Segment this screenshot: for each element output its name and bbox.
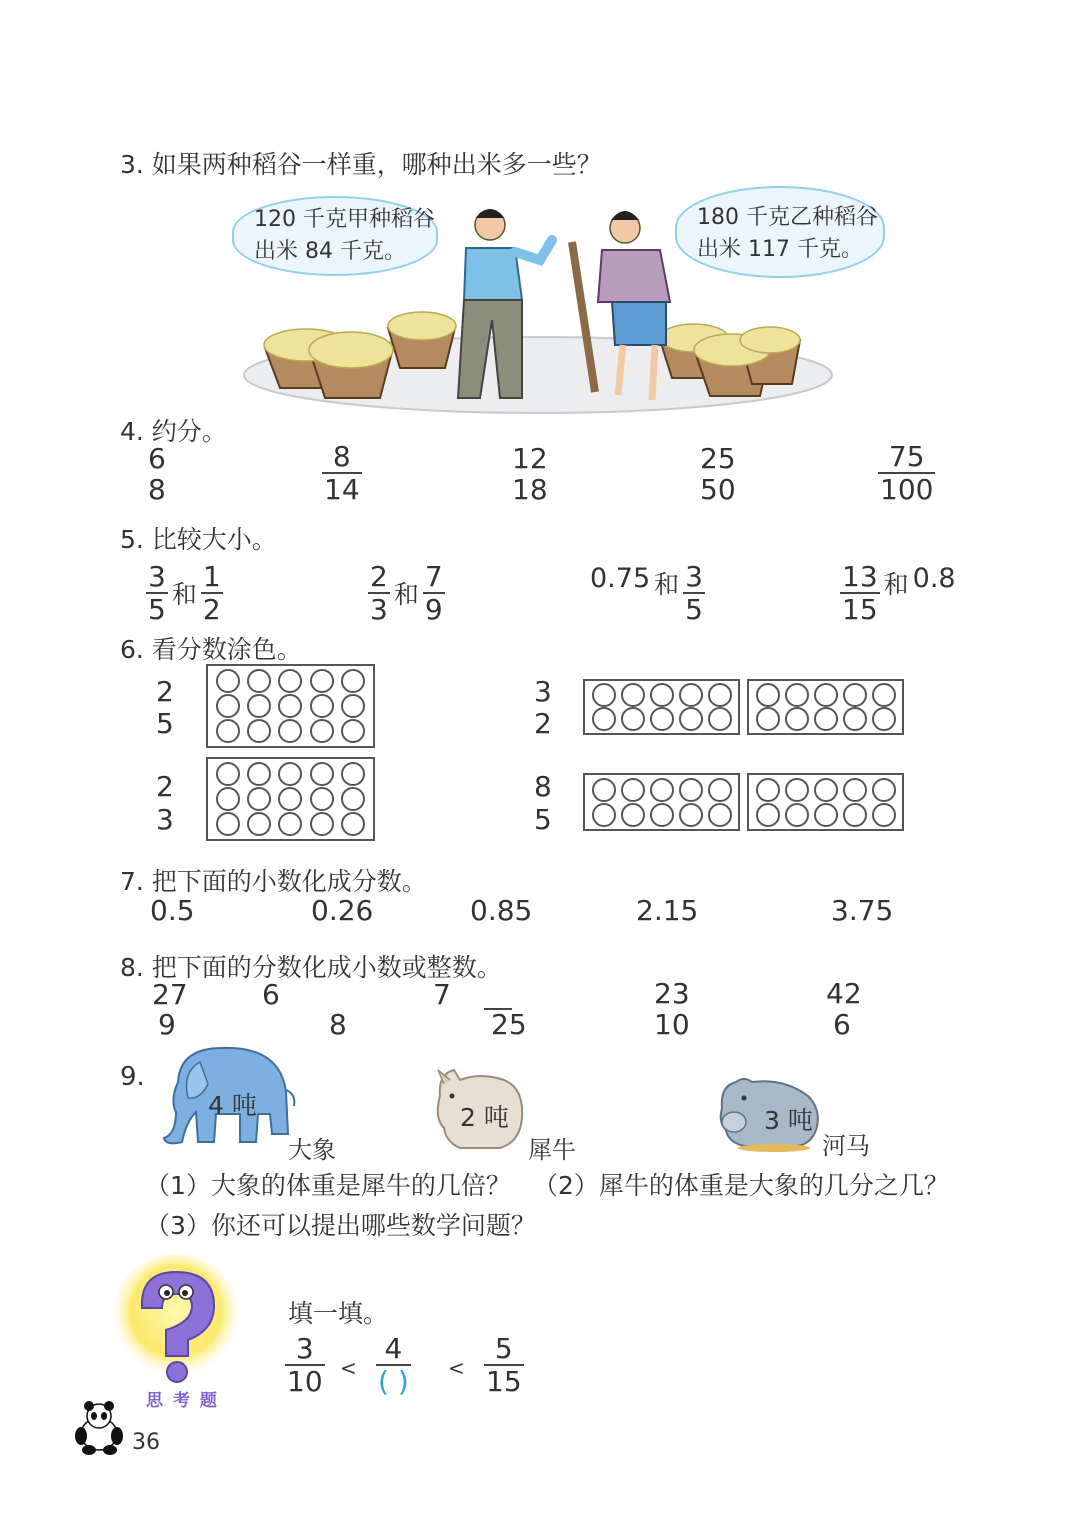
circle-cell[interactable] [341,694,365,718]
circle-cell[interactable] [592,803,616,827]
circle-cell[interactable] [310,669,334,693]
circle-cell[interactable] [247,812,271,836]
q5-title: 5. 比较大小。 [120,525,277,554]
bubble-right-line1: 180 千克乙种稻谷 [697,205,878,230]
circle-cell[interactable] [843,683,867,707]
circle-cell[interactable] [814,707,838,731]
q4-fraction-1 [146,443,168,505]
circle-cell[interactable] [278,762,302,786]
think-fraction-2: 4 ( ) [378,1332,409,1398]
circle-cell[interactable] [310,787,334,811]
hippo-weight: 3 吨 [764,1106,813,1135]
denominator: 14 [324,473,360,506]
think-badge: 思 考 题 [146,1391,219,1411]
elephant-label: 大象 [288,1136,336,1164]
circle-grid-2a[interactable] [583,679,740,735]
and-word: 和 [393,580,419,609]
circle-cell[interactable] [247,694,271,718]
circle-cell[interactable] [650,778,674,802]
q9-number: 9. [120,1062,145,1092]
circle-cell[interactable] [247,669,271,693]
circle-cell[interactable] [814,683,838,707]
circle-cell[interactable] [872,707,896,731]
circle-cell[interactable] [592,778,616,802]
circle-cell[interactable] [341,787,365,811]
think-title: 填一填。 [288,1299,389,1328]
bubble-left-line2: 出米 84 千克。 [254,239,406,264]
circle-grid-4a[interactable] [583,773,740,831]
q6-fraction-4: 8 5 [534,770,552,836]
circle-cell[interactable] [708,803,732,827]
circle-cell[interactable] [247,787,271,811]
circle-cell[interactable] [872,683,896,707]
think-fraction-3: 5 15 [486,1332,522,1398]
circle-cell[interactable] [216,812,240,836]
denominator: 8 [148,473,166,506]
numerator: 8 [332,440,351,473]
circle-cell[interactable] [650,707,674,731]
circle-cell[interactable] [785,683,809,707]
q8-fraction-5-denominator: 6 [833,1008,851,1041]
q6-fraction-3: 2 3 [156,770,174,836]
q9-sub2: （2）犀牛的体重是大象的几分之几？ [533,1171,949,1200]
less-than-sign-2: < [448,1356,465,1380]
numerator: 25 [700,442,736,475]
and-word: 和 [654,570,680,599]
q5-pair-1 [146,561,223,625]
circle-cell[interactable] [247,719,271,743]
circle-cell[interactable] [621,707,645,731]
think-fraction-1: 3 10 [287,1332,323,1398]
denominator: 100 [880,473,934,506]
q4-fraction-2 [322,441,362,505]
circle-cell[interactable] [216,787,240,811]
circle-cell[interactable] [216,762,240,786]
q8-fraction-2-numerator: 6 [262,978,280,1011]
q6-fraction-1: 2 5 [156,675,174,740]
rhino-label: 犀牛 [528,1136,576,1164]
circle-cell[interactable] [216,669,240,693]
numerator: 75 [888,440,925,473]
q4-fraction-3 [510,443,550,505]
circle-cell[interactable] [278,669,302,693]
circle-cell[interactable] [278,719,302,743]
circle-cell[interactable] [872,803,896,827]
circle-cell[interactable] [872,778,896,802]
circle-cell[interactable] [708,707,732,731]
hippo-label: 河马 [822,1132,870,1160]
decimal-b: 0.8 [912,563,956,594]
circle-cell[interactable] [621,803,645,827]
circle-cell[interactable] [341,669,365,693]
circle-cell[interactable] [785,707,809,731]
circle-cell[interactable] [341,762,365,786]
circle-grid-3[interactable] [206,757,375,841]
q5-pair-2 [368,561,445,625]
circle-cell[interactable] [708,778,732,802]
q8-fraction-5-numerator: 42 [826,977,862,1010]
circle-cell[interactable] [814,803,838,827]
q8-fraction-4-numerator: 23 [654,977,690,1010]
q7-title: 7. 把下面的小数化成分数。 [120,867,427,896]
q8-fraction-1-numerator: 27 [152,978,188,1011]
circle-grid-2b[interactable] [747,679,904,735]
circle-cell[interactable] [756,803,780,827]
numerator: 12 [512,442,548,475]
q7-decimal-1: 0.5 [150,894,195,927]
less-than-sign-1: < [340,1356,357,1380]
circle-cell[interactable] [756,683,780,707]
denominator: 18 [512,473,548,506]
circle-cell[interactable] [310,694,334,718]
q4-fraction-5 [878,441,935,505]
circle-cell[interactable] [592,707,616,731]
q4-title: 4. 约分。 [120,417,227,446]
fraction-b: $\frac{7}{9}$ [424,560,443,626]
circle-cell[interactable] [310,762,334,786]
circle-cell[interactable] [785,803,809,827]
fraction-a: $\frac{3}{5}$ [148,560,166,626]
circle-cell[interactable] [708,683,732,707]
q7-decimal-5: 3.75 [831,894,894,927]
elephant-weight: 4 吨 [208,1091,257,1120]
circle-grid-1[interactable] [206,664,375,748]
q5-pair-4 [840,561,956,625]
q8-fraction-3-denominator: 25 [491,1008,527,1041]
circle-cell[interactable] [278,694,302,718]
circle-cell[interactable] [592,683,616,707]
circle-cell[interactable] [650,803,674,827]
circle-cell[interactable] [679,683,703,707]
q8-fraction-4-denominator: 10 [654,1008,690,1041]
q8-fraction-1-denominator: 9 [158,1008,176,1041]
circle-cell[interactable] [814,778,838,802]
circle-cell[interactable] [621,683,645,707]
circle-cell[interactable] [310,719,334,743]
circle-cell[interactable] [650,683,674,707]
and-word: 和 [883,570,909,599]
circle-cell[interactable] [679,803,703,827]
q9-sub1: （1）大象的体重是犀牛的几倍？ [145,1171,511,1200]
circle-cell[interactable] [679,778,703,802]
circle-cell[interactable] [247,762,271,786]
bubble-right-line2: 出米 117 千克。 [697,237,863,262]
numerator: 6 [148,442,166,475]
denominator: 50 [700,473,736,506]
rhino-weight: 2 吨 [460,1103,509,1132]
q8-title: 8. 把下面的分数化成小数或整数。 [120,953,502,982]
q5-pair-3 [590,561,705,625]
fraction-b: $\frac{1}{2}$ [202,560,221,626]
panda-icon [72,1400,127,1456]
circle-cell[interactable] [278,812,302,836]
q6-fraction-2: 3 2 [534,675,552,740]
blank-denominator[interactable]: ( ) [378,1365,409,1398]
circle-cell[interactable] [679,707,703,731]
q6-title: 6. 看分数涂色。 [120,635,302,664]
circle-cell[interactable] [843,778,867,802]
q7-decimal-4: 2.15 [636,894,699,927]
circle-cell[interactable] [341,719,365,743]
page-number: 36 [132,1430,160,1455]
circle-cell[interactable] [341,812,365,836]
q9-sub3: （3）你还可以提出哪些数学问题？ [145,1211,536,1240]
fraction-b: $\frac{3}{5}$ [685,560,703,626]
circle-cell[interactable] [785,778,809,802]
circle-cell[interactable] [310,812,334,836]
circle-cell[interactable] [843,707,867,731]
circle-cell[interactable] [621,778,645,802]
q7-decimal-2: 0.26 [311,894,374,927]
circle-cell[interactable] [278,787,302,811]
fraction-a: $\frac{2}{3}$ [370,560,388,626]
fraction-a: $\frac{13}{15}$ [842,560,878,626]
q3-title: 3. 如果两种稻谷一样重，哪种出米多一些？ [120,150,602,179]
circle-cell[interactable] [216,694,240,718]
circle-cell[interactable] [756,707,780,731]
q7-decimal-3: 0.85 [470,894,533,927]
q8-fraction-2-denominator: 8 [329,1008,347,1041]
q4-fraction-4 [698,443,738,505]
circle-grid-4b[interactable] [747,773,904,831]
circle-cell[interactable] [843,803,867,827]
rice-farmers-illustration [240,200,840,420]
circle-cell[interactable] [216,719,240,743]
circle-cell[interactable] [756,778,780,802]
decimal-a: 0.75 [590,563,651,594]
and-word: 和 [171,580,197,609]
bubble-left-line1: 120 千克甲种稻谷 [254,207,435,232]
q8-fraction-3-numerator: 7 [433,978,451,1011]
